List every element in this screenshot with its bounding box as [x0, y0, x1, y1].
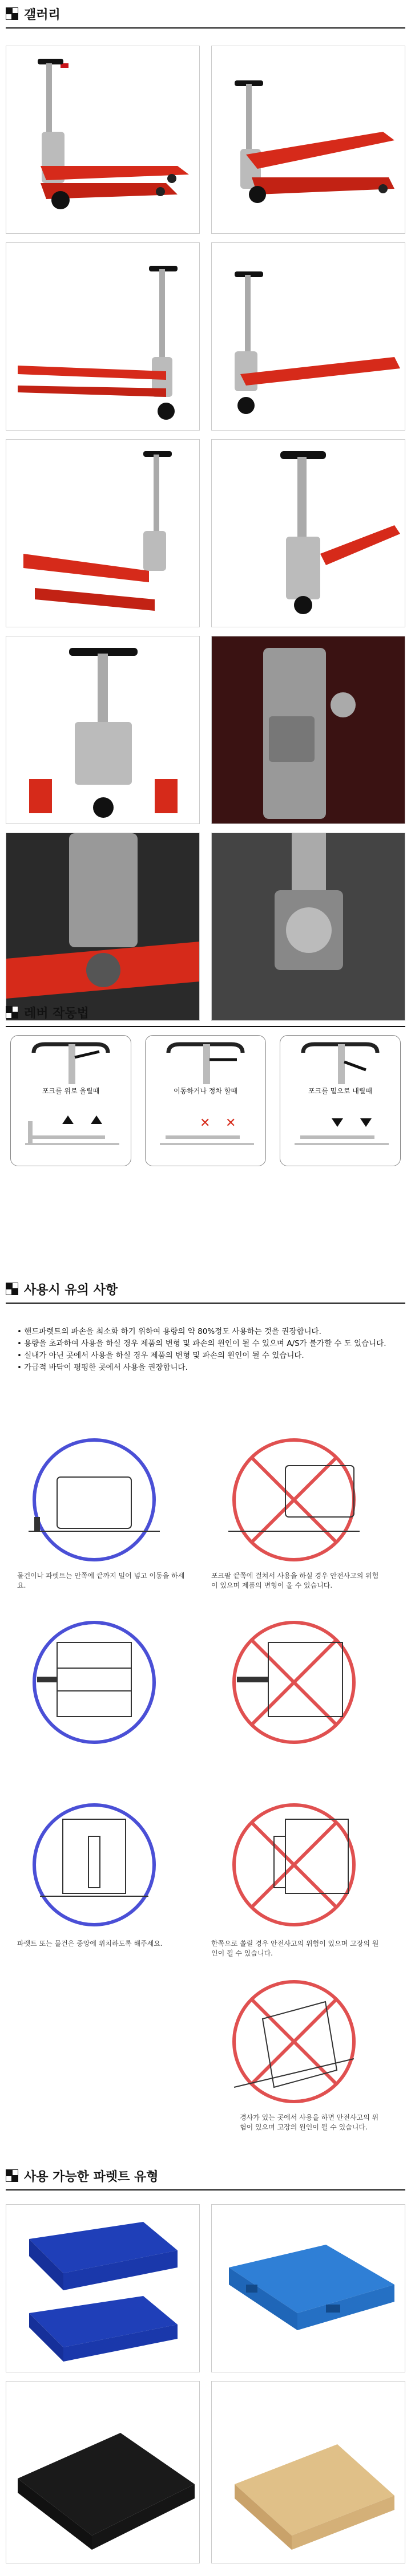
gallery-image[interactable] — [211, 439, 405, 627]
ng-diagram — [223, 1796, 365, 1933]
gallery-image[interactable] — [211, 636, 405, 824]
lever-caption: 이동하거나 정차 할때 — [174, 1087, 237, 1095]
pallet-image[interactable] — [6, 2204, 200, 2372]
gallery-header — [6, 2, 405, 25]
caution-note: • 용량을 초과하여 사용을 하실 경우 제품의 변형 및 파손의 원인이 될 수 있으며 A/S가 불가할 수 도 있습니다. — [17, 1338, 394, 1350]
checker-icon — [6, 7, 18, 20]
caution-header — [6, 1277, 405, 1300]
ng-caption: 경사가 있는 곳에서 사용을 하면 안전사고의 위험이 있으며 고장의 원인이 될 수 있습니다. — [240, 2113, 379, 2131]
pallet-header — [6, 2164, 405, 2187]
caution-note: • 실내가 아닌 곳에서 사용을 하실 경우 제품의 변형 및 파손의 원인이 될 수 있습니다. — [17, 1350, 394, 1362]
pallet-image[interactable] — [211, 2204, 405, 2372]
gallery-image[interactable] — [211, 833, 405, 1021]
caution-notes — [17, 1326, 394, 1374]
checker-icon — [6, 1006, 18, 1019]
ng-diagram — [223, 1614, 365, 1751]
gallery-image[interactable] — [6, 46, 200, 234]
checker-icon — [6, 2169, 18, 2182]
lever-card-down — [280, 1035, 401, 1166]
lever-header — [6, 1001, 405, 1024]
ng-diagram — [223, 1431, 365, 1568]
svg-text:✕: ✕ — [225, 1116, 236, 1130]
pallet-image[interactable] — [6, 2381, 200, 2563]
lever-caption: 포크를 밑으로 내릴때 — [308, 1087, 372, 1095]
ng-diagram — [223, 1973, 365, 2110]
section-title: 사용 가능한 파렛트 유형 — [24, 2169, 159, 2184]
gallery-image[interactable] — [211, 242, 405, 431]
section-title: 갤러리 — [24, 7, 61, 22]
section-title: 사용시 유의 사항 — [24, 1283, 118, 1297]
lever-card-neutral — [145, 1035, 266, 1166]
section-title: 레버 작동법 — [24, 1006, 89, 1021]
ok-diagram — [23, 1431, 166, 1568]
ng-caption: 포크팔 끝쪽에 걸쳐서 사용을 하실 경우 안전사고의 위험이 있으며 제품의 변형이 올 수 있습니다. — [211, 1572, 379, 1589]
gallery-image[interactable] — [211, 46, 405, 234]
caution-note: • 가급적 바닥이 평평한 곳에서 사용을 권장합니다. — [17, 1362, 394, 1374]
lever-caption: 포크를 위로 올릴때 — [42, 1087, 100, 1095]
gallery-image[interactable] — [6, 242, 200, 431]
ok-diagram — [23, 1614, 166, 1751]
ok-caption: 파렛트 또는 물건은 중앙에 위치하도록 해주세요. — [17, 1940, 163, 1948]
caution-note: • 핸드파렛트의 파손을 최소화 하기 위하여 용량의 약 80%정도 사용하는 것을 권장합니다. — [17, 1326, 394, 1338]
gallery-image[interactable] — [6, 833, 200, 1021]
lever-card-up — [10, 1035, 131, 1166]
checker-icon — [6, 1283, 18, 1295]
ok-caption: 물건이나 파렛트는 안쪽에 끝까지 밀어 넣고 이동을 하세요. — [17, 1572, 185, 1589]
ok-diagram — [23, 1796, 166, 1933]
ng-caption: 한쪽으로 쏠릴 경우 안전사고의 위험이 있으며 고장의 원인이 될 수 있습니다. — [211, 1940, 379, 1957]
pallet-image[interactable] — [211, 2381, 405, 2563]
svg-text:✕: ✕ — [200, 1116, 211, 1130]
gallery-image[interactable] — [6, 439, 200, 627]
gallery-image[interactable] — [6, 636, 200, 824]
